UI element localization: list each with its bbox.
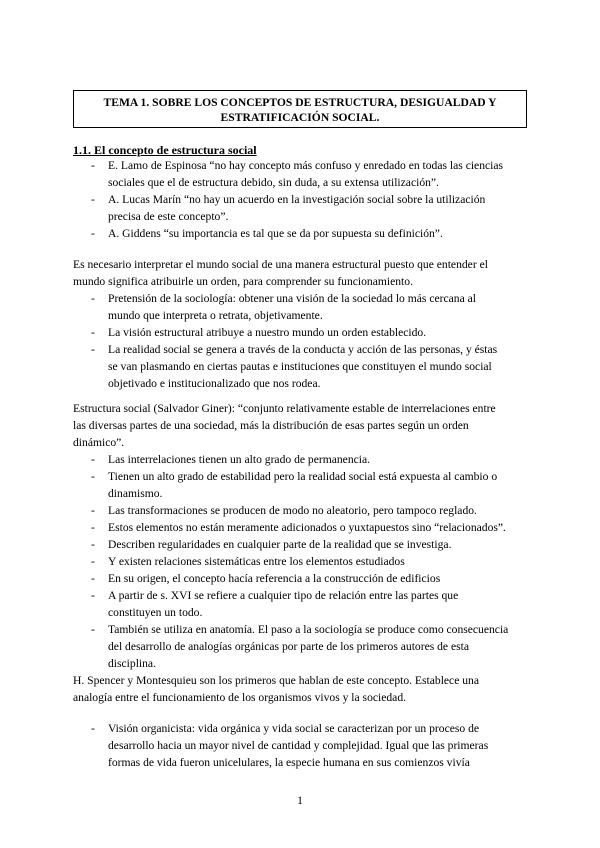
structure-list: [73, 290, 533, 392]
list-item: - E. Lamo de Espinosa “no hay concepto más confuso y enredado en todas las ciencias sociales que el de estructura debido, sin duda, a su extensa utilización”.: [91, 159, 504, 189]
list-item: - En su origen, el concepto hacía referencia a la construcción de edificios: [91, 572, 441, 585]
list-item: - Pretensión de la sociología: obtener una visión de la sociedad lo más cercana al mundo que interpreta o retrata, objetivamente.: [91, 292, 476, 322]
list-item: - También se utiliza en anatomía. El paso a la sociología se produce como consecuencia del desarrollo de analogías orgánicas por parte de los primeros autores de esta disciplina.: [91, 623, 509, 670]
page-number: 1: [297, 794, 303, 807]
quotes-list: [73, 157, 533, 242]
quotes-block: [73, 157, 533, 242]
organicist-block: [73, 720, 533, 771]
title-line-1: TEMA 1. SOBRE LOS CONCEPTOS DE ESTRUCTURA, DESIGUALDAD Y: [103, 96, 497, 109]
paragraph-line: las diversas partes de una sociedad, más la distribución de esas partes según un orden: [73, 419, 469, 432]
list-item: - Tienen un alto grado de estabilidad pero la realidad social está expuesta al cambio o dinamismo.: [91, 470, 498, 500]
section-heading: 1.1. El concepto de estructura social: [73, 143, 257, 157]
list-item: - A. Giddens “su importancia es tal que se da por supuesta su definición”.: [91, 227, 443, 240]
paragraph-block-1: [73, 256, 533, 392]
list-item: - La visión estructural atribuye a nuestro mundo un orden establecido.: [91, 326, 427, 339]
list-item: - Y existen relaciones sistemáticas entre los elementos estudiados: [91, 555, 405, 568]
characteristics-list: [73, 451, 533, 672]
list-item: - Las interrelaciones tienen un alto grado de permanencia.: [91, 453, 371, 466]
paragraph-line: mundo significa atribuirle un orden, para comprender su funcionamiento.: [73, 275, 413, 288]
list-item: - A partir de s. XVI se refiere a cualquier tipo de relación entre las partes que constituyen un todo.: [91, 589, 459, 619]
paragraph-block-3: [73, 672, 533, 706]
title-box: [73, 90, 527, 128]
list-item: - Visión organicista: vida orgánica y vida social se caracterizan por un proceso de desarrollo hacia un mayor nivel de cantidad y complejidad. Igual que las primeras formas de vida fueron unicelulares, la especie humana en sus comienzos vivía: [91, 722, 489, 769]
paragraph-line: Es necesario interpretar el mundo social de una manera estructural puesto que entender el: [73, 258, 488, 271]
organicist-list: [73, 720, 533, 771]
list-item: - Estos elementos no están meramente adicionados o yuxtapuestos sino “relacionados”.: [91, 521, 506, 534]
paragraph-line: Estructura social (Salvador Giner): “conjunto relativamente estable de interrelaciones entre: [73, 402, 496, 415]
list-item: - La realidad social se genera a través de la conducta y acción de las personas, y éstas se van plasmando en ciertas pautas e instituciones que constituyen el mundo social objetivado e institucionalizado que nos rodea.: [91, 343, 498, 390]
list-item: - Las transformaciones se producen de modo no aleatorio, pero tampoco reglado.: [91, 504, 477, 517]
paragraph-line: H. Spencer y Montesquieu son los primeros que hablan de este concepto. Establece una: [73, 674, 479, 687]
paragraph-block-2: [73, 400, 533, 672]
list-item: - A. Lucas Marín “no hay un acuerdo en la investigación social sobre la utilización precisa de este concepto”.: [91, 193, 486, 223]
list-item: - Describen regularidades en cualquier parte de la realidad que se investiga.: [91, 538, 452, 551]
title-line-2: ESTRATIFICACIÓN SOCIAL.: [220, 111, 380, 124]
paragraph-line: analogía entre el funcionamiento de los organismos vivos y la sociedad.: [73, 691, 407, 704]
paragraph-line: dinámico”.: [73, 436, 125, 449]
